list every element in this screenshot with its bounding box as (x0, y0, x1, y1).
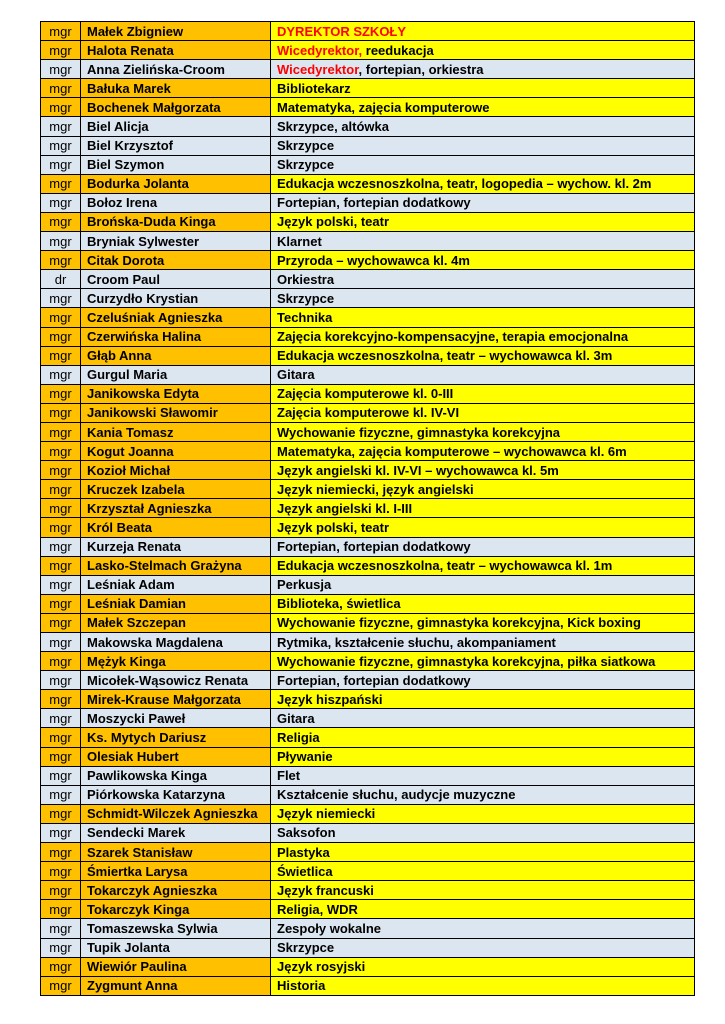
teacher-name-cell: Pawlikowska Kinga (81, 766, 271, 785)
role-text: Język polski, teatr (277, 214, 389, 230)
academic-title-cell: mgr (41, 346, 81, 365)
subject-role-cell (271, 232, 695, 251)
academic-title-cell: mgr (41, 461, 81, 480)
academic-title-cell: mgr (41, 422, 81, 441)
academic-title-cell: mgr (41, 652, 81, 671)
subject-role-cell (271, 957, 695, 976)
subject-role-cell (271, 766, 695, 785)
teacher-name-cell: Mężyk Kinga (81, 652, 271, 671)
academic-title-cell: mgr (41, 22, 81, 41)
subject-role-cell (271, 900, 695, 919)
subject-role-cell (271, 537, 695, 556)
role-text: Bibliotekarz (277, 80, 351, 96)
subject-role-cell (271, 327, 695, 346)
role-text: Matematyka, zajęcia komputerowe – wychowawca kl. 6m (277, 443, 627, 459)
table-row (41, 518, 695, 537)
role-emphasis: DYREKTOR SZKOŁY (277, 23, 407, 39)
subject-role-cell (271, 881, 695, 900)
role-text: Język francuski (277, 882, 374, 898)
table-row (41, 785, 695, 804)
academic-title-cell: mgr (41, 862, 81, 881)
academic-title-cell: mgr (41, 919, 81, 938)
role-emphasis: Wicedyrektor (277, 61, 359, 77)
role-text: Język polski, teatr (277, 519, 389, 535)
subject-role-cell (271, 79, 695, 98)
table-row (41, 766, 695, 785)
academic-title-cell: mgr (41, 251, 81, 270)
table-row (41, 671, 695, 690)
table-row (41, 174, 695, 193)
role-text: Skrzypce (277, 138, 335, 154)
teacher-name-cell: Leśniak Adam (81, 575, 271, 594)
table-row (41, 79, 695, 98)
teacher-name-cell: Sendecki Marek (81, 823, 271, 842)
academic-title-cell: mgr (41, 785, 81, 804)
role-text: Fortepian, fortepian dodatkowy (277, 539, 471, 555)
academic-title-cell: mgr (41, 690, 81, 709)
table-row (41, 957, 695, 976)
subject-role-cell (271, 384, 695, 403)
teacher-name-cell: Tupik Jolanta (81, 938, 271, 957)
table-row (41, 900, 695, 919)
role-text: Plastyka (277, 844, 330, 860)
role-text: Saksofon (277, 825, 336, 841)
teacher-name-cell: Biel Szymon (81, 155, 271, 174)
table-row (41, 709, 695, 728)
role-text: Zajęcia komputerowe kl. IV-VI (277, 405, 460, 421)
subject-role-cell (271, 289, 695, 308)
subject-role-cell (271, 308, 695, 327)
role-emphasis: Wicedyrektor, (277, 42, 363, 58)
teacher-name-cell: Biel Krzysztof (81, 136, 271, 155)
table-row (41, 461, 695, 480)
table-row (41, 41, 695, 60)
role-text: Klarnet (277, 233, 322, 249)
teacher-name-cell: Lasko-Stelmach Grażyna (81, 556, 271, 575)
table-row (41, 594, 695, 613)
role-text: Edukacja wczesnoszkolna, teatr – wychowawca kl. 1m (277, 558, 613, 574)
teacher-name-cell: Bołoz Irena (81, 193, 271, 212)
teacher-name-cell: Micołek-Wąsowicz Renata (81, 671, 271, 690)
subject-role-cell (271, 652, 695, 671)
role-text: Skrzypce (277, 290, 335, 306)
subject-role-cell (271, 709, 695, 728)
teacher-name-cell: Głąb Anna (81, 346, 271, 365)
academic-title-cell: mgr (41, 308, 81, 327)
table-row (41, 327, 695, 346)
subject-role-cell (271, 804, 695, 823)
role-text: Zespoły wokalne (277, 920, 382, 936)
teacher-name-cell: Gurgul Maria (81, 365, 271, 384)
role-text: Pływanie (277, 749, 333, 765)
subject-role-cell (271, 843, 695, 862)
academic-title-cell: mgr (41, 766, 81, 785)
teacher-name-cell: Kruczek Izabela (81, 480, 271, 499)
academic-title-cell: mgr (41, 442, 81, 461)
table-row (41, 480, 695, 499)
table-row (41, 938, 695, 957)
teacher-name-cell: Leśniak Damian (81, 594, 271, 613)
teacher-name-cell: Tokarczyk Kinga (81, 900, 271, 919)
role-text: Fortepian, fortepian dodatkowy (277, 672, 471, 688)
teacher-name-cell: Mirek-Krause Małgorzata (81, 690, 271, 709)
academic-title-cell: mgr (41, 136, 81, 155)
subject-role-cell (271, 976, 695, 995)
role-text: Matematyka, zajęcia komputerowe (277, 99, 490, 115)
subject-role-cell (271, 728, 695, 747)
table-row (41, 442, 695, 461)
table-row (41, 60, 695, 79)
table-row (41, 613, 695, 632)
role-text: Edukacja wczesnoszkolna, teatr – wychowawca kl. 3m (277, 348, 613, 364)
teacher-name-cell: Bochenek Małgorzata (81, 98, 271, 117)
academic-title-cell: mgr (41, 155, 81, 174)
teacher-name-cell: Schmidt-Wilczek Agnieszka (81, 804, 271, 823)
teacher-name-cell: Biel Alicja (81, 117, 271, 136)
academic-title-cell: dr (41, 270, 81, 289)
subject-role-cell (271, 919, 695, 938)
table-row (41, 843, 695, 862)
academic-title-cell: mgr (41, 976, 81, 995)
table-row (41, 919, 695, 938)
academic-title-cell: mgr (41, 747, 81, 766)
teacher-name-cell: Bryniak Sylwester (81, 232, 271, 251)
table-row (41, 232, 695, 251)
role-text: Kształcenie słuchu, audycje muzyczne (277, 787, 516, 803)
teacher-name-cell: Czerwińska Halina (81, 327, 271, 346)
staff-table-body (41, 22, 695, 996)
table-row (41, 155, 695, 174)
table-row (41, 499, 695, 518)
subject-role-cell (271, 422, 695, 441)
role-text: Język angielski kl. I-III (277, 500, 413, 516)
table-row (41, 881, 695, 900)
academic-title-cell: mgr (41, 613, 81, 632)
role-text: Wychowanie fizyczne, gimnastyka korekcyjna, piłka siatkowa (277, 653, 656, 669)
academic-title-cell: mgr (41, 537, 81, 556)
role-text: Przyroda – wychowawca kl. 4m (277, 252, 470, 268)
teacher-name-cell: Małek Szczepan (81, 613, 271, 632)
academic-title-cell: mgr (41, 900, 81, 919)
staff-table (40, 21, 695, 996)
subject-role-cell (271, 671, 695, 690)
role-text: Język rosyjski (277, 959, 366, 975)
subject-role-cell (271, 938, 695, 957)
academic-title-cell: mgr (41, 843, 81, 862)
subject-role-cell (271, 518, 695, 537)
table-row (41, 365, 695, 384)
subject-role-cell (271, 823, 695, 842)
role-text: Flet (277, 768, 301, 784)
academic-title-cell: mgr (41, 193, 81, 212)
table-row (41, 212, 695, 231)
academic-title-cell: mgr (41, 327, 81, 346)
role-text: , fortepian, orkiestra (358, 61, 484, 77)
academic-title-cell: mgr (41, 575, 81, 594)
teacher-name-cell: Olesiak Hubert (81, 747, 271, 766)
table-row (41, 117, 695, 136)
teacher-name-cell: Krzyształ Agnieszka (81, 499, 271, 518)
subject-role-cell (271, 270, 695, 289)
subject-role-cell (271, 633, 695, 652)
table-row (41, 823, 695, 842)
table-row (41, 251, 695, 270)
academic-title-cell: mgr (41, 365, 81, 384)
table-row (41, 537, 695, 556)
subject-role-cell (271, 499, 695, 518)
table-row (41, 384, 695, 403)
table-row (41, 728, 695, 747)
subject-role-cell (271, 212, 695, 231)
teacher-name-cell: Croom Paul (81, 270, 271, 289)
table-row (41, 270, 695, 289)
teacher-name-cell: Małek Zbigniew (81, 22, 271, 41)
academic-title-cell: mgr (41, 212, 81, 231)
teacher-name-cell: Janikowski Sławomir (81, 403, 271, 422)
role-text: Gitara (277, 367, 315, 383)
academic-title-cell: mgr (41, 823, 81, 842)
teacher-name-cell: Tokarczyk Agnieszka (81, 881, 271, 900)
table-row (41, 422, 695, 441)
subject-role-cell (271, 251, 695, 270)
teacher-name-cell: Piórkowska Katarzyna (81, 785, 271, 804)
teacher-name-cell: Zygmunt Anna (81, 976, 271, 995)
academic-title-cell: mgr (41, 957, 81, 976)
table-row (41, 633, 695, 652)
table-row (41, 976, 695, 995)
role-text: Rytmika, kształcenie słuchu, akompaniament (277, 634, 556, 650)
teacher-name-cell: Czeluśniak Agnieszka (81, 308, 271, 327)
subject-role-cell (271, 41, 695, 60)
role-text: Język hiszpański (277, 691, 383, 707)
table-row (41, 289, 695, 308)
role-text: Biblioteka, świetlica (277, 596, 401, 612)
academic-title-cell: mgr (41, 289, 81, 308)
teacher-name-cell: Moszycki Paweł (81, 709, 271, 728)
academic-title-cell: mgr (41, 633, 81, 652)
subject-role-cell (271, 480, 695, 499)
subject-role-cell (271, 117, 695, 136)
teacher-name-cell: Wiewiór Paulina (81, 957, 271, 976)
role-text: Gitara (277, 710, 315, 726)
role-text: Edukacja wczesnoszkolna, teatr, logopedia – wychow. kl. 2m (277, 176, 652, 192)
role-text: Język niemiecki, język angielski (277, 481, 474, 497)
subject-role-cell (271, 60, 695, 79)
table-row (41, 346, 695, 365)
role-text: Wychowanie fizyczne, gimnastyka korekcyjna, Kick boxing (277, 615, 641, 631)
subject-role-cell (271, 785, 695, 804)
role-text: Religia, WDR (277, 901, 358, 917)
teacher-name-cell: Kogut Joanna (81, 442, 271, 461)
table-row (41, 556, 695, 575)
teacher-name-cell: Bałuka Marek (81, 79, 271, 98)
teacher-name-cell: Szarek Stanisław (81, 843, 271, 862)
teacher-name-cell: Brońska-Duda Kinga (81, 212, 271, 231)
teacher-name-cell: Śmiertka Larysa (81, 862, 271, 881)
subject-role-cell (271, 365, 695, 384)
academic-title-cell: mgr (41, 480, 81, 499)
academic-title-cell: mgr (41, 518, 81, 537)
role-text: Skrzypce (277, 940, 335, 956)
teacher-name-cell: Kurzeja Renata (81, 537, 271, 556)
academic-title-cell: mgr (41, 728, 81, 747)
academic-title-cell: mgr (41, 804, 81, 823)
academic-title-cell: mgr (41, 79, 81, 98)
subject-role-cell (271, 136, 695, 155)
academic-title-cell: mgr (41, 41, 81, 60)
subject-role-cell (271, 442, 695, 461)
subject-role-cell (271, 747, 695, 766)
academic-title-cell: mgr (41, 881, 81, 900)
role-text: Język niemiecki (277, 806, 376, 822)
teacher-name-cell: Król Beata (81, 518, 271, 537)
academic-title-cell: mgr (41, 384, 81, 403)
academic-title-cell: mgr (41, 403, 81, 422)
role-text: Język angielski kl. IV-VI – wychowawca kl. 5m (277, 462, 559, 478)
teacher-name-cell: Curzydło Krystian (81, 289, 271, 308)
teacher-name-cell: Halota Renata (81, 41, 271, 60)
subject-role-cell (271, 594, 695, 613)
subject-role-cell (271, 22, 695, 41)
academic-title-cell: mgr (41, 938, 81, 957)
role-text: Wychowanie fizyczne, gimnastyka korekcyjna (277, 424, 560, 440)
role-text: Zajęcia komputerowe kl. 0-III (277, 386, 454, 402)
table-row (41, 403, 695, 422)
subject-role-cell (271, 690, 695, 709)
subject-role-cell (271, 174, 695, 193)
table-row (41, 136, 695, 155)
role-text: Technika (277, 309, 333, 325)
academic-title-cell: mgr (41, 60, 81, 79)
teacher-name-cell: Anna Zielińska-Croom (81, 60, 271, 79)
subject-role-cell (271, 155, 695, 174)
subject-role-cell (271, 575, 695, 594)
academic-title-cell: mgr (41, 232, 81, 251)
table-row (41, 862, 695, 881)
table-row (41, 308, 695, 327)
subject-role-cell (271, 403, 695, 422)
table-row (41, 690, 695, 709)
teacher-name-cell: Tomaszewska Sylwia (81, 919, 271, 938)
teacher-name-cell: Bodurka Jolanta (81, 174, 271, 193)
role-text: reedukacja (362, 42, 434, 58)
subject-role-cell (271, 556, 695, 575)
subject-role-cell (271, 346, 695, 365)
academic-title-cell: mgr (41, 556, 81, 575)
academic-title-cell: mgr (41, 594, 81, 613)
table-row (41, 22, 695, 41)
teacher-name-cell: Citak Dorota (81, 251, 271, 270)
academic-title-cell: mgr (41, 709, 81, 728)
role-text: Zajęcia korekcyjno-kompensacyjne, terapia emocjonalna (277, 329, 629, 345)
academic-title-cell: mgr (41, 499, 81, 518)
teacher-name-cell: Makowska Magdalena (81, 633, 271, 652)
teacher-name-cell: Janikowska Edyta (81, 384, 271, 403)
teacher-name-cell: Kozioł Michał (81, 461, 271, 480)
table-row (41, 747, 695, 766)
role-text: Fortepian, fortepian dodatkowy (277, 195, 471, 211)
academic-title-cell: mgr (41, 174, 81, 193)
teacher-name-cell: Ks. Mytych Dariusz (81, 728, 271, 747)
table-row (41, 804, 695, 823)
subject-role-cell (271, 98, 695, 117)
table-row (41, 98, 695, 117)
role-text: Historia (277, 978, 326, 994)
subject-role-cell (271, 613, 695, 632)
role-text: Perkusja (277, 577, 332, 593)
role-text: Orkiestra (277, 271, 335, 287)
role-text: Świetlica (277, 863, 333, 879)
academic-title-cell: mgr (41, 671, 81, 690)
teacher-name-cell: Kania Tomasz (81, 422, 271, 441)
role-text: Skrzypce, altówka (277, 119, 389, 135)
subject-role-cell (271, 862, 695, 881)
table-row (41, 193, 695, 212)
table-row (41, 575, 695, 594)
subject-role-cell (271, 461, 695, 480)
role-text: Skrzypce (277, 157, 335, 173)
role-text: Religia (277, 730, 320, 746)
subject-role-cell (271, 193, 695, 212)
academic-title-cell: mgr (41, 117, 81, 136)
table-row (41, 652, 695, 671)
academic-title-cell: mgr (41, 98, 81, 117)
